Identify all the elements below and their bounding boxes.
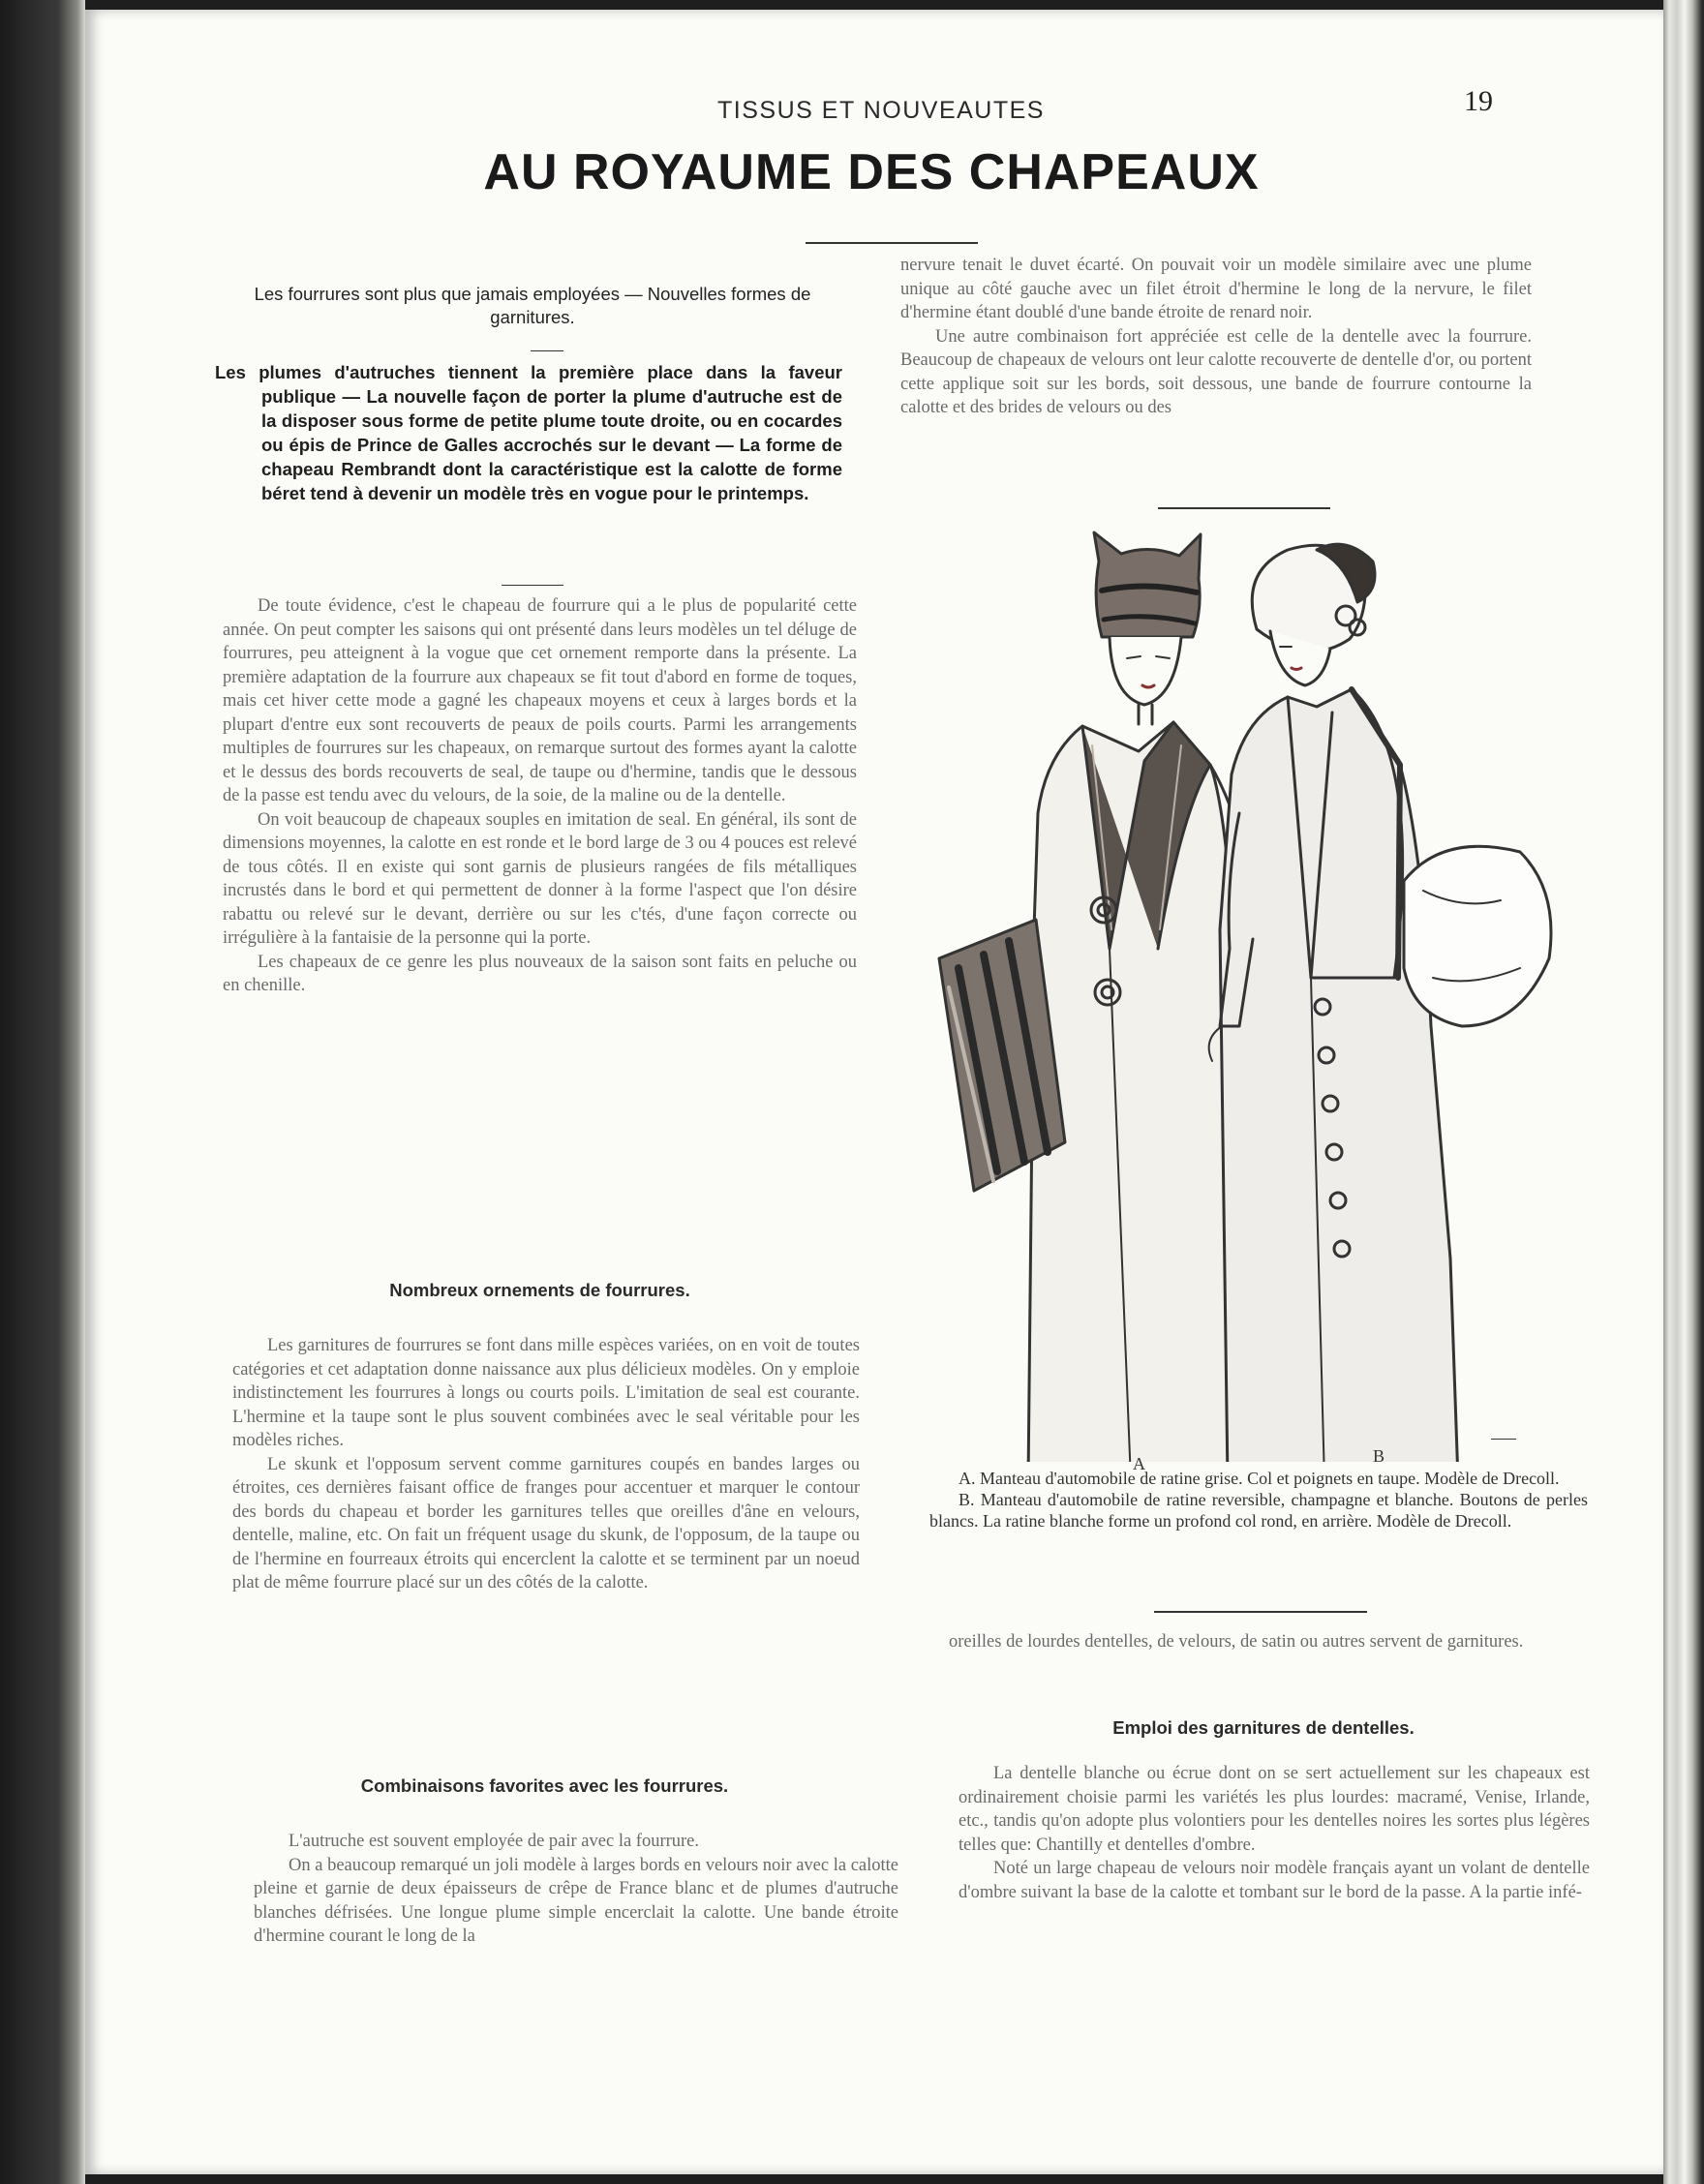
paragraph: On voit beaucoup de chapeaux souples en imitation de seal. En général, ils sont de dimensions moyennes, la calotte en est ronde et le bord large de 3 ou 4 pouces est relevé de tous côtés. Il en existe qui sont garnis de plusieurs rangées de fils métalliques incrustés dans le bord et qui permettent de donner à la forme l'aspect que l'on désire rabattu ou relevé sur le devant, derrière ou sur les c'tés, d'une façon correcte ou irrégulière à la fantaisie de la personne qui la porte. (223, 809, 857, 948)
figure-a-hat (1094, 532, 1201, 637)
figure-b-coat (1209, 689, 1458, 1462)
caption-a: A. Manteau d'automobile de ratine grise. Col et poignets en taupe. Modèle de Drecoll. (958, 1469, 1560, 1488)
paragraph: La dentelle blanche ou écrue dont on se sert actuellement sur les chapeaux est ordinairement choisie parmi les variétés les plus lourdes: macramé, Venise, Irlande, etc., tandis qu'on adopte plus volontiers pour les dentelles noires les sortes plus légères telles que: Chantilly et dentelles d'ombre. (958, 1764, 1590, 1855)
section-heading: Emploi des garnitures de dentelles. (1112, 1717, 1415, 1738)
paragraph: Le skunk et l'opposum servent comme garnitures coupés en bandes larges ou étroites, ces dernières faisant office de franges pour accentuer et marquer le contour des bords du chapeau et border les garnitures telles que oreilles d'âne en velours, dentelle, maline, etc. On fait un fréquent usage du skunk, de l'opposum, de la taupe ou de l'hermine en fourreaux étroits qui encerclent la calotte et se terminent par un noeud plat de même fourrure placé sur un des côtés de la calotte. (232, 1454, 860, 1592)
section-heading: Nombreux ornements de fourrures. (389, 1280, 690, 1300)
figure-label-b: B (1373, 1446, 1385, 1466)
running-head: TISSUS ET NOUVEAUTES (717, 97, 1045, 124)
paragraph: Les garnitures de fourrures se font dans mille espèces variées, on en voit de toutes catégories et cet adaptation donne naissance aux plus délicieux modèles. On y emploie indistinctement les fourrures à longs ou courts poils. L'imitation de seal est courante. L'hermine et la taupe sont le plus souvent combinées avec le seal véritable pour les modèles riches. (232, 1336, 860, 1450)
paragraph: nervure tenait le duvet écarté. On pouvait voir un modèle similaire avec une plume unique au côté gauche avec un filet étroit d'hermine le long de la nervure, le filet d'hermine étant doublé d'une bande étroite de renard noir. (900, 256, 1532, 322)
figure-corner-rule (1491, 1439, 1516, 1440)
article-summary: Les plumes d'autruches tiennent la première place dans la faveur publique — La nouvelle façon de porter la plume d'autruche est de la disposer sous forme de petite plume toute droite, ou en cocardes ou épis de Prince de Galles accrochés sur le devant — La forme de chapeau Rembrandt dont la caractéristique est la calotte de forme béret tend à devenir un modèle très en vogue pour le printemps. (215, 362, 842, 503)
figure-caption (929, 1468, 1588, 1532)
figure-a-face (1110, 637, 1181, 724)
figure-b-muff (1404, 846, 1551, 1026)
paragraph: On a beaucoup remarqué un joli modèle à larges bords en velours noir avec la calotte pleine et garnie de deux épaisseurs de crêpe de France blanc et de plumes d'autruche blanches défrisées. Une longue plume simple encerclait la calotte. Une bande étroite d'hermine courant le long de la (254, 1855, 898, 1946)
title-rule (806, 242, 978, 244)
page-edges (1663, 0, 1704, 2184)
subhead-rule (531, 350, 563, 351)
paragraph: Les chapeaux de ce genre les plus nouveaux de la saison sont faits en peluche ou en chenille. (223, 952, 857, 995)
paragraph: De toute évidence, c'est le chapeau de fourrure qui a le plus de popularité cette année. On peut compter les saisons qui ont présenté dans leurs modèles un tel déluge de fourrures, peu atteignent à la vogue que cet ornement remporte dans la présente. La première adaptation de la fourrure aux chapeaux se fit tout d'abord en forme de toques, mais cet hiver cette mode a gagné les chapeaux moyens et ceux à larges bords et la plupart d'entre eux sont recouverts de peaux de poils courts. Parmi les arrangements multiples de fourrures sur les chapeaux, on remarque surtout des formes ayant la calotte et le dessus des bords recouverts de seal, de taupe ou d'hermine, tandis que le dessous de la passe est tendu avec du velours, de la soie, de la maline ou de la dentelle. (223, 596, 857, 805)
summary-rule (502, 585, 563, 586)
right-continuation (949, 1630, 1578, 1654)
section2-body (254, 1830, 898, 1949)
paragraph: L'autruche est souvent employée de pair avec la fourrure. (289, 1832, 700, 1851)
figure-label-a: A (1133, 1454, 1145, 1473)
section-heading: Combinaisons favorites avec les fourrures. (360, 1775, 729, 1796)
fashion-illustration (920, 523, 1559, 1462)
article-subhead: Les fourrures sont plus que jamais employées — Nouvelles formes de garnitures. (254, 284, 811, 327)
section1-body (232, 1334, 860, 1595)
left-body (223, 594, 857, 998)
right-top-body (900, 254, 1532, 420)
paragraph: Noté un large chapeau de velours noir modèle français ayant un volant de dentelle d'ombre suivant la base de la calotte et tombant sur le bord de la passe. A la partie infé- (958, 1859, 1590, 1902)
book-gutter (0, 0, 85, 2184)
article-title: AU ROYAUME DES CHAPEAUX (483, 144, 1260, 200)
section3-body (958, 1762, 1590, 1904)
caption-rule (1154, 1611, 1367, 1613)
figure-top-rule (1158, 507, 1330, 509)
paragraph: oreilles de lourdes dentelles, de velours, de satin ou autres servent de garnitures. (949, 1632, 1524, 1652)
page-number: 19 (1464, 85, 1493, 117)
caption-b: B. Manteau d'automobile de ratine reversible, champagne et blanche. Boutons de perles blancs. La ratine blanche forme un profond col rond, en arrière. Modèle de Drecoll. (929, 1490, 1588, 1531)
paragraph: Une autre combinaison fort appréciée est celle de la dentelle avec la fourrure. Beaucoup de chapeaux de velours ont leur calotte recouverte de dentelle d'or, ou portent cette applique soit sur les bords, soit dessous, une bande de fourrure contourne la calotte et des brides de velours ou des (900, 326, 1532, 417)
